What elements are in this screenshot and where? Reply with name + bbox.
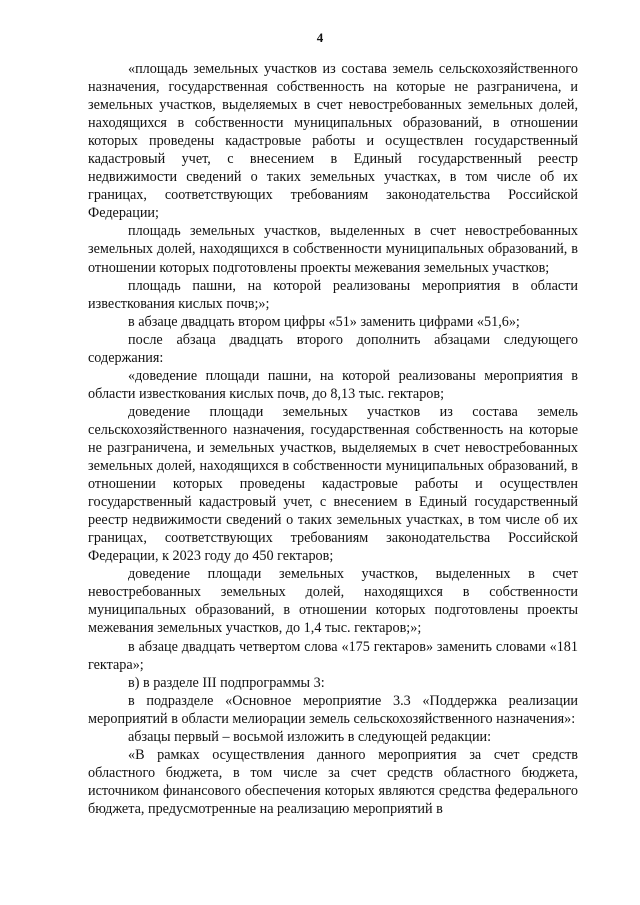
document-body	[88, 60, 578, 818]
paragraph: «доведение площади пашни, на которой реализованы мероприятия в области известкования кислых почв, до 8,13 тыс. гектаров;	[88, 367, 578, 402]
paragraph: площадь земельных участков, выделенных в счет невостребованных земельных долей, находящихся в собственности муниципальных образований, в отношении которых подготовлены проекты межевания земельных участков;	[88, 223, 578, 276]
paragraph: в) в разделе III подпрограммы 3:	[128, 674, 325, 691]
paragraph: в абзаце двадцать четвертом слова «175 гектаров» заменить словами «181 гектара»;	[88, 638, 578, 673]
paragraph: в подразделе «Основное мероприятие 3.3 «Поддержка реализации мероприятий в области мелиорации земель сельскохозяйственного назначения»:	[88, 692, 578, 727]
paragraph: абзацы первый – восьмой изложить в следующей редакции:	[128, 728, 492, 745]
page-number: 4	[316, 30, 324, 45]
paragraph: «В рамках осуществления данного мероприятия за счет средств областного бюджета, в том числе за счет средств областного бюджета, источником финансового обеспечения которых являются средства федерального бюджета, предусмотренные на реализацию мероприятий в	[88, 746, 578, 817]
paragraph: в абзаце двадцать втором цифры «51» заменить цифрами «51,6»;	[128, 313, 520, 330]
paragraph: «площадь земельных участков из состава земель сельскохозяйственного назначения, государственная собственность на которые не разграничена, и земельных участков, выделяемых в счет невостребованных земельных долей, находящихся в собственности муниципальных образований, в отношении которых проведены кадастровые работы и осуществлен государственный кадастровый учет, с внесением в Единый государственный реестр недвижимости сведений о таких земельных участках, в том числе об их границах, соответствующих требованиям законодательства Российской Федерации;	[88, 61, 578, 222]
paragraph: после абзаца двадцать второго дополнить абзацами следующего содержания:	[88, 331, 578, 366]
paragraph: площадь пашни, на которой реализованы мероприятия в области известкования кислых почв;»;	[88, 277, 578, 312]
paragraph: доведение площади земельных участков из состава земель сельскохозяйственного назначения, государственная собственность на которые не разграничена, и земельных участков, выделяемых в счет невостребованных земельных долей, находящихся в собственности муниципальных образований, в отношении которых проведены кадастровые работы и осуществлен государственный кадастровый учет, с внесением в Единый государственный реестр недвижимости сведений о таких земельных участках, в том числе об их границах, соответствующих требованиям законодательства Российской Федерации, к 2023 году до 450 гектаров;	[88, 403, 578, 565]
paragraph: доведение площади земельных участков, выделенных в счет невостребованных земельных долей, находящихся в собственности муниципальных образований, в отношении которых подготовлены проекты межевания земельных участков, до 1,4 тыс. гектаров;»;	[88, 566, 578, 637]
